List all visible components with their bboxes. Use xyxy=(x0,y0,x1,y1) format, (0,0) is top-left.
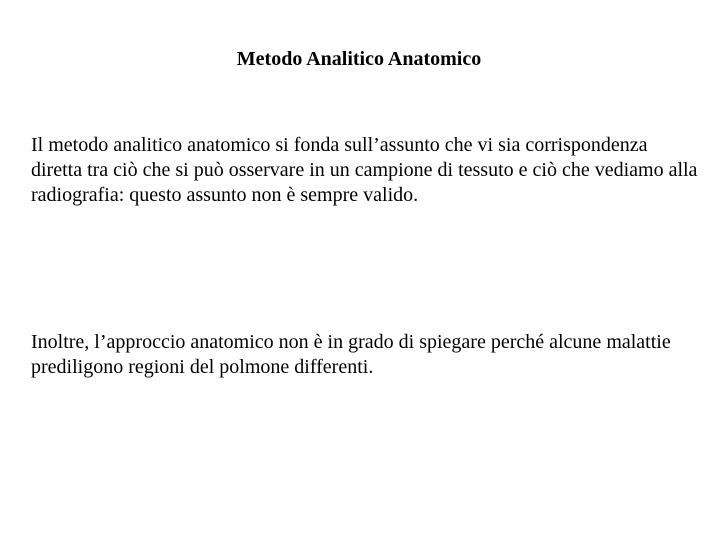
body-paragraph-2: Inoltre, l’approccio anatomico non è in grado di spiegare perché alcune malattie prediligono regioni del polmone differenti. xyxy=(31,331,671,378)
slide-title: Metodo Analitico Anatomico xyxy=(236,48,482,70)
body-paragraph-1: Il metodo analitico anatomico si fonda sull’assunto che vi sia corrispondenza diretta tra ciò che si può osservare in un campione di tessuto e ciò che vediamo alla radiografia: questo assunto non è sempre valido. xyxy=(31,134,698,206)
